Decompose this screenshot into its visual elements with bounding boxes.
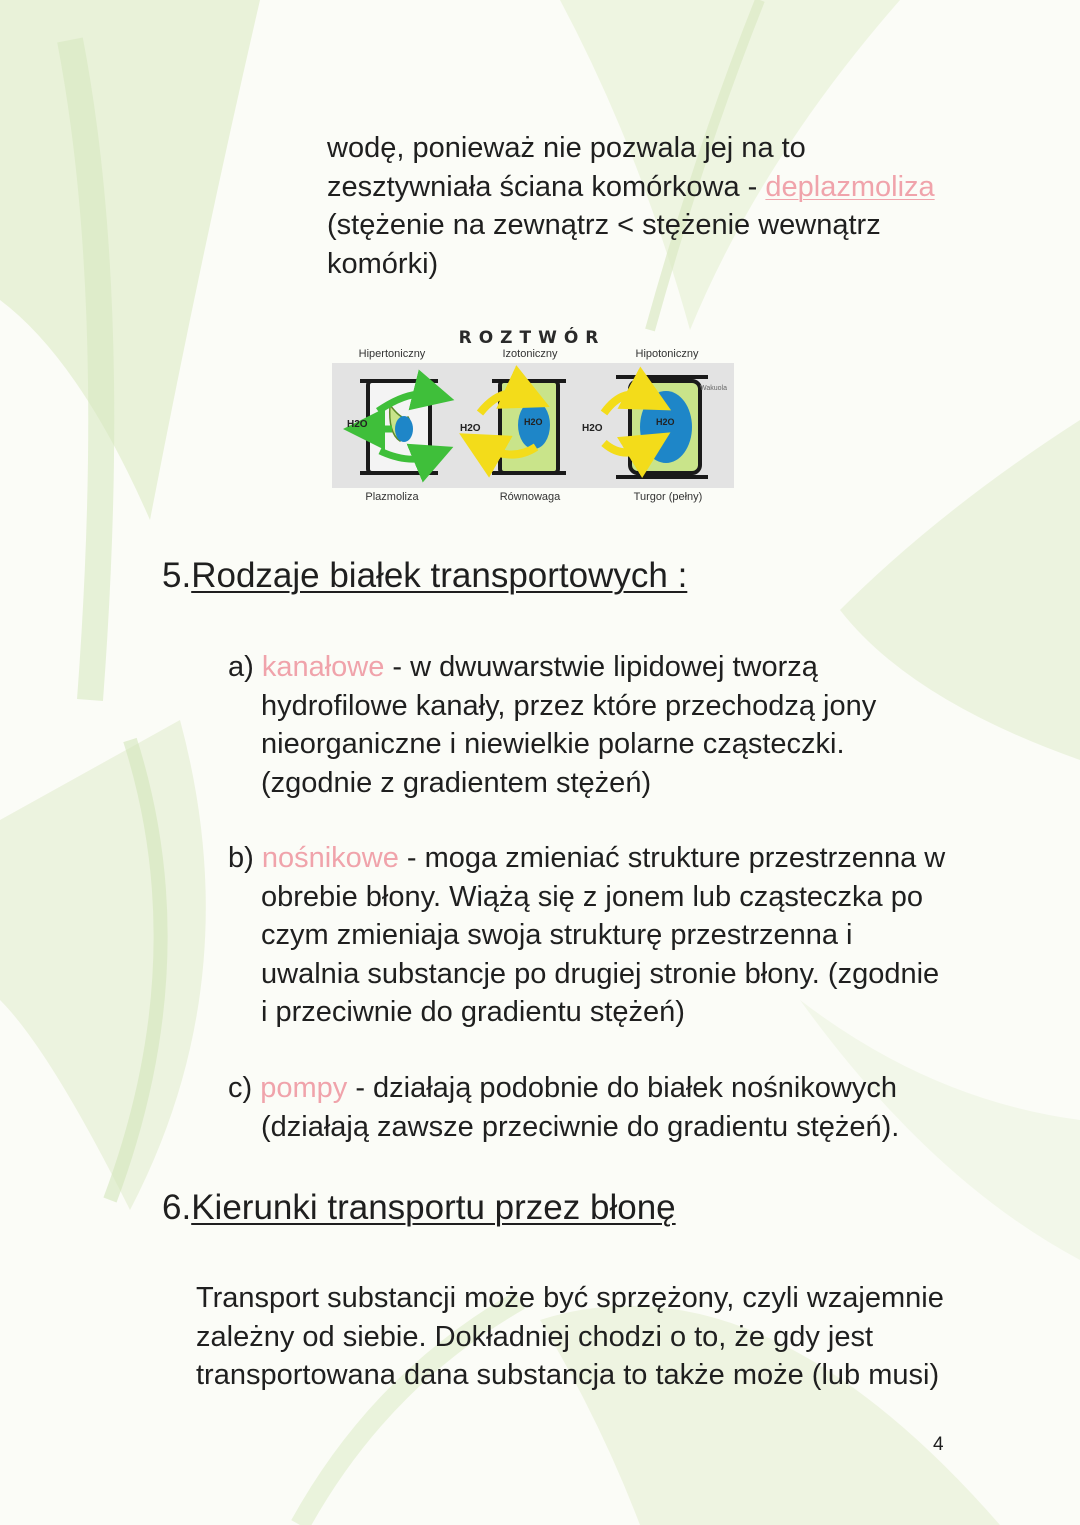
h2o-label-3: H2O (524, 417, 543, 427)
section-6-number: 6. (162, 1188, 192, 1227)
intro-line-2 (327, 168, 935, 207)
item-b-line-2: obrebie błony. Wiążą się z jonem lub cząsteczka po (261, 880, 923, 913)
label-hipertoniczny: Hipertoniczny (358, 348, 426, 360)
item-a-line-1 (228, 648, 968, 687)
item-a-line-1-rest: - w dwuwarstwie lipidowej tworzą (384, 651, 818, 683)
item-b-line-3: czym zmieniaja swoja strukturę przestrzenna i (261, 919, 853, 951)
section-5-title: Rodzaje białek transportowych : (191, 556, 688, 595)
deplazmoliza-link[interactable]: deplazmoliza (765, 170, 935, 203)
intro-line-2-text: zesztywniała ściana komórkowa - (327, 170, 766, 203)
item-c-line-2: (działają zawsze przeciwnie do gradientu stężeń). (261, 1110, 900, 1143)
item-b (228, 839, 968, 1032)
section-5-heading (162, 555, 687, 597)
h2o-label-2: H2O (460, 423, 481, 434)
item-a (228, 648, 968, 802)
closing-line-1: Transport substancji może być sprzężony, czyli wzajemnie (196, 1282, 944, 1314)
item-a-line-4: (zgodnie z gradientem stężeń) (261, 766, 652, 799)
item-a-term: kanałowe (261, 651, 385, 683)
item-c-marker: c) (228, 1072, 261, 1104)
diagram-title: ROZTWÓR (458, 328, 606, 348)
closing-line-3: transportowana dana substancja to także może (lub musi) (196, 1359, 940, 1391)
vacuole-label: Wakuola (700, 385, 727, 392)
label-hipotoniczny: Hipotoniczny (635, 348, 699, 360)
intro-line-1: wodę, ponieważ nie pozwala jej na to (327, 132, 806, 164)
item-a-line-2: hydrofilowe kanały, przez które przechodzą jony (261, 689, 877, 722)
item-b-term: nośnikowe (261, 842, 399, 874)
item-c (228, 1069, 968, 1146)
item-c-line-1-rest: - działają podobnie do białek nośnikowych (347, 1072, 898, 1104)
item-a-marker: a) (228, 651, 262, 683)
item-b-line-1-rest: - moga zmieniać strukture przestrzenna w (398, 842, 946, 874)
h2o-label-4: H2O (582, 423, 603, 434)
closing-paragraph (196, 1279, 944, 1395)
label-rownowaga: Równowaga (499, 491, 561, 503)
section-5-number: 5. (162, 556, 192, 595)
item-b-line-5: i przeciwnie do gradientu stężeń) (261, 996, 685, 1028)
h2o-label-1: H2O (347, 419, 368, 430)
item-c-term: pompy (260, 1072, 348, 1104)
osmosis-diagram (330, 325, 735, 510)
label-plazmoliza: Plazmoliza (365, 491, 419, 503)
item-b-marker: b) (228, 842, 262, 874)
label-izotoniczny: Izotoniczny (502, 348, 558, 360)
label-turgor: Turgor (pełny) (633, 491, 703, 503)
closing-line-2: zależny od siebie. Dokładniej chodzi o to, że gdy jest (196, 1320, 874, 1353)
item-a-line-3: nieorganiczne i niewielkie polarne cząsteczki. (261, 728, 845, 760)
item-c-line-1 (228, 1069, 968, 1108)
intro-paragraph (327, 129, 935, 283)
section-6-title: Kierunki transportu przez błonę (191, 1188, 676, 1227)
section-6-heading (162, 1187, 676, 1229)
intro-line-3: (stężenie na zewnątrz < stężenie wewnątrz (327, 209, 881, 241)
item-b-line-1 (228, 839, 968, 878)
h2o-label-5: H2O (656, 417, 675, 427)
item-b-line-4: uwalnia substancje po drugiej stronie błony. (zgodnie (261, 957, 940, 990)
page-number: 4 (933, 1434, 944, 1455)
intro-line-4: komórki) (327, 247, 439, 280)
